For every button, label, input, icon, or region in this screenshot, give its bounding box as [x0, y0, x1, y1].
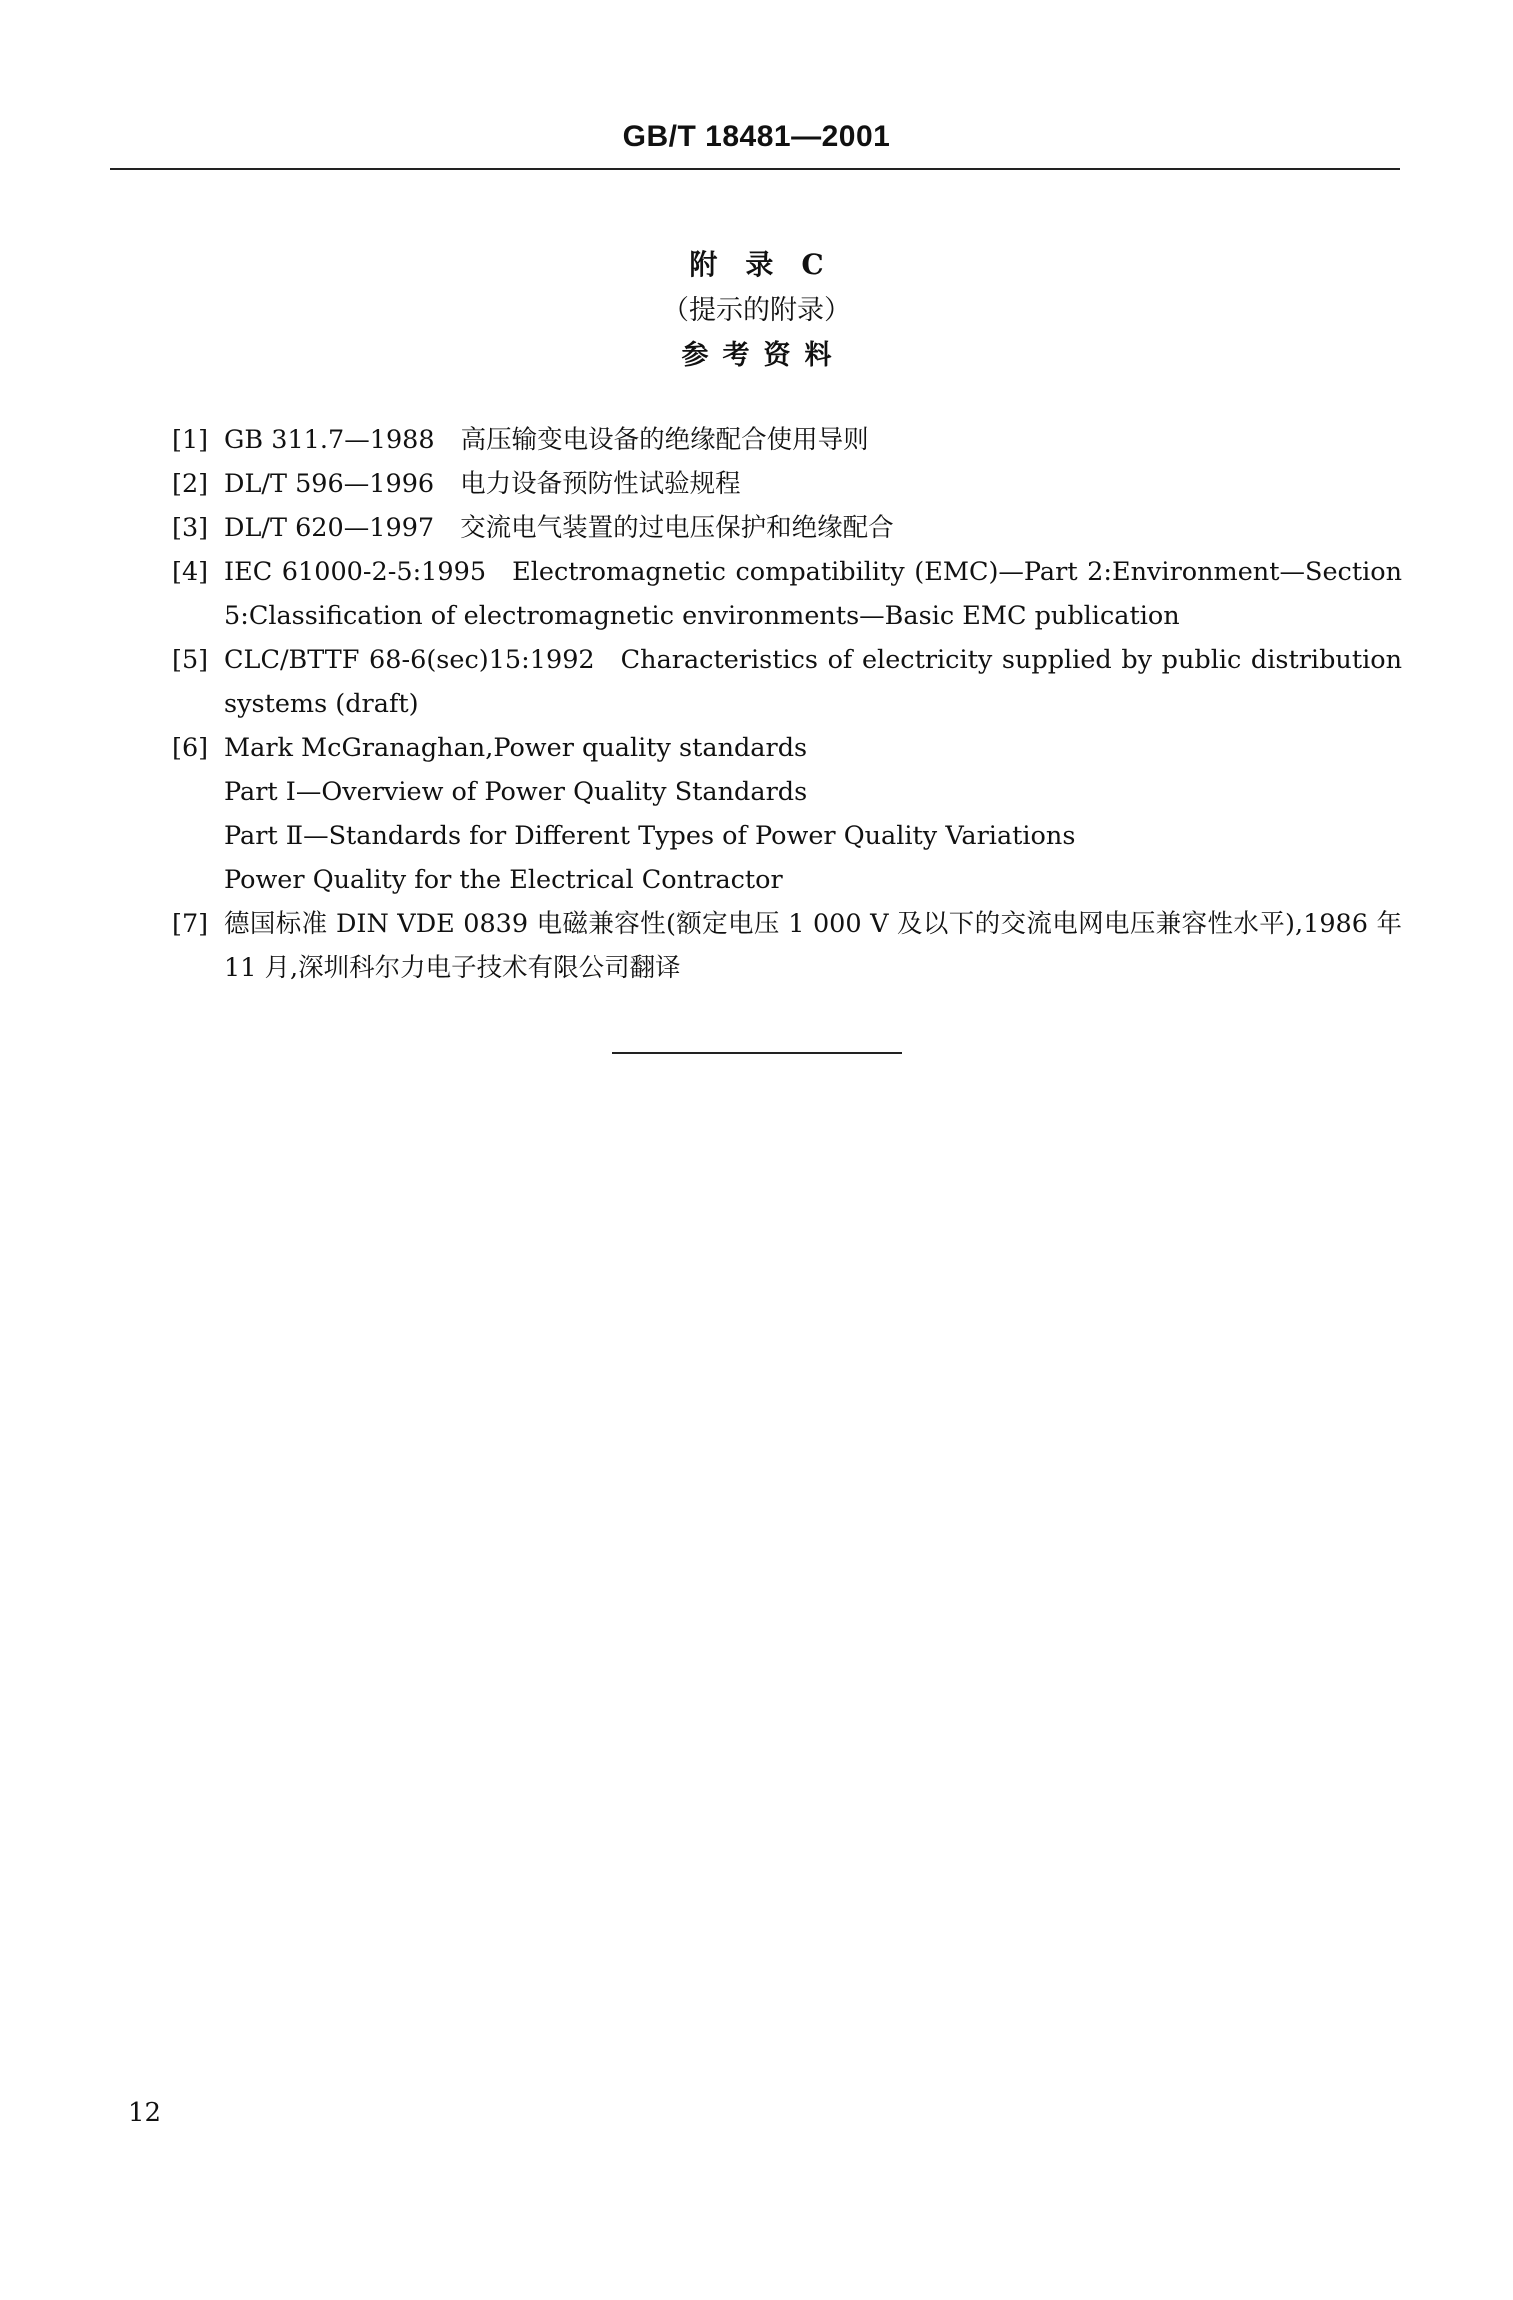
reference-code: IEC 61000-2-5:1995: [224, 557, 487, 587]
reference-item-7: [172, 902, 1402, 990]
reference-text: 德国标准 DIN VDE 0839 电磁兼容性(额定电压 1 000 V 及以下的交流电网电压兼容性水平),1986 年 11 月,深圳科尔力电子技术有限公司翻译: [224, 909, 1402, 983]
reference-part-3: Power Quality for the Electrical Contractor: [224, 865, 783, 895]
reference-code: DL/T 596—1996: [224, 469, 435, 499]
reference-code: DL/T 620—1997: [224, 513, 435, 543]
appendix-heading: 参考资料: [681, 340, 846, 371]
reference-item-5: [172, 638, 1402, 726]
reference-body: [224, 506, 1402, 550]
reference-item-6: [172, 726, 1402, 902]
reference-number: [5]: [172, 645, 209, 675]
reference-title: 高压输变电设备的绝缘配合使用导则: [460, 425, 869, 455]
page-number: 12: [128, 2098, 162, 2128]
reference-item-3: [172, 506, 1402, 550]
reference-title: 电力设备预防性试验规程: [460, 469, 741, 499]
reference-number: [4]: [172, 557, 209, 587]
reference-title: Electromagnetic compatibility (EMC)—Part 2:Environment—Section 5:Classification of electromagnetic environments—Basic EMC publication: [224, 557, 1402, 631]
reference-list: [172, 418, 1402, 990]
reference-number: [7]: [172, 909, 209, 939]
reference-number: [2]: [172, 469, 209, 499]
header-rule: [110, 168, 1400, 170]
reference-body: [224, 462, 1402, 506]
reference-item-2: [172, 462, 1402, 506]
document-code-header: GB/T 18481—2001: [622, 120, 891, 153]
reference-item-4: [172, 550, 1402, 638]
reference-number: [1]: [172, 425, 209, 455]
reference-code: GB 311.7—1988: [224, 425, 435, 455]
reference-code: CLC/BTTF 68-6(sec)15:1992: [224, 645, 595, 675]
reference-title: Characteristics of electricity supplied by public distribution systems (draft): [224, 645, 1402, 719]
reference-body: [224, 550, 1402, 638]
reference-number: [6]: [172, 733, 209, 763]
reference-item-1: [172, 418, 1402, 462]
reference-title: 交流电气装置的过电压保护和绝缘配合: [460, 513, 894, 543]
reference-author: Mark McGranaghan,Power quality standards: [224, 733, 808, 763]
reference-part-1: Part Ⅰ—Overview of Power Quality Standards: [224, 777, 808, 807]
reference-number: [3]: [172, 513, 209, 543]
appendix-subtitle: （提示的附录）: [662, 295, 851, 326]
reference-body: [224, 726, 1402, 902]
appendix-title: 附录C: [689, 248, 852, 281]
end-rule: [612, 1052, 902, 1054]
reference-body: [224, 638, 1402, 726]
reference-body: [224, 418, 1402, 462]
reference-part-2: Part Ⅱ—Standards for Different Types of Power Quality Variations: [224, 821, 1076, 851]
